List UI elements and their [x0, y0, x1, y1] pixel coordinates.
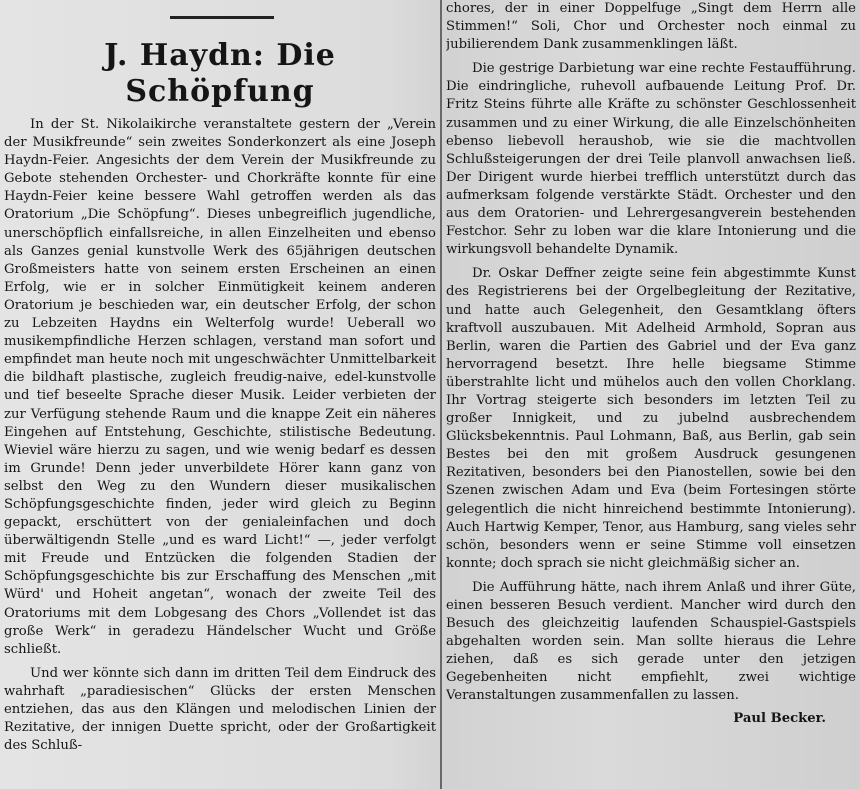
right-paragraph-3: Dr. Oskar Deffner zeigte seine fein abgestimmte Kunst des Registrierens bei der Orgelbegleitung der Rezitative, und hatte auch Gelegenheit, den Gesamtklang öfters kraftvoll auszubauen. Mit Adelheid Armhold, Sopran aus Berlin, waren die Partien des Gabriel und der Eva ganz hervorragend besetzt. Ihre helle biegsame Stimme überstrahlte licht und mühelos auch den vollen Chorklang. Ihr Vortrag steigerte sich besonders im letzten Teil zu großer Innigkeit, und zu jubelnd ausbrechendem Glücksbekenntnis. Paul Lohmann, Baß, aus Berlin, gab sein Bestes bei den mit großem Ausdruck gesungenen Rezitativen, besonders bei den Pianostellen, sowie bei den Szenen zwischen Adam und Eva (beim Fortesingen störte gelegentlich die nicht hinreichend bestimmte Intonierung). Auch Hartwig Kemper, Tenor, aus Hamburg, sang vieles sehr schön, besonders wenn er seine Stimme voll einsetzen konnte; doch sprach sie nicht gleichmäßig sicher an. — [446, 266, 856, 571]
right-paragraph-4: Die Aufführung hätte, nach ihrem Anlaß und ihrer Güte, einen besseren Besuch verdient. Mancher wird durch den Besuch des gleichzeitig laufenden Schauspiel-Gastspiels abgehalten worden sein. Man sollte hieraus die Lehre ziehen, daß es sich gerade unter den jetzigen Gegebenheiten nicht empfiehlt, zwei wichtige Veranstaltungen zusammenfallen zu lassen. — [446, 579, 856, 704]
author-signature: Paul Becker. — [733, 710, 826, 726]
left-paragraph-2: Und wer könnte sich dann im dritten Teil dem Eindruck des wahrhaft „paradiesischen“ Glücks der ersten Menschen entziehen, das aus den Klängen und melodischen Linien der Rezitative, der innigen Duette spricht, oder der Großartigkeit des Schluß- — [4, 665, 436, 754]
right-paragraph-1: chores, der in einer Doppelfuge „Singt dem Herrn alle Stimmen!“ Soli, Chor und Orchester noch einmal zu jubilierendem Dank zusammenklingen läßt. — [446, 1, 856, 53]
article-title: J. Haydn: Die Schöpfung — [104, 38, 336, 109]
right-paragraph-2: Die gestrige Darbietung war eine rechte Festaufführung. Die eindringliche, ruhevoll aufbauende Leitung Prof. Dr. Fritz Steins führte alle Kräfte zu schönster Geschlossenheit zusammen und zu einer Wirkung, die alle Einzelschönheiten ebenso liebevoll heraushob, wie sie die machtvollen Schlußsteigerungen der drei Teile planvoll anwachsen ließ. Der Dirigent wurde hierbei trefflich unterstützt durch das aufmerksam folgende verstärkte Städt. Orchester und den aus dem Oratorien- und Lehrergesangverein bestehenden Festchor. Sehr zu loben war die klare Intonierung und die wirkungsvoll behandelte Dynamik. — [446, 61, 856, 258]
right-column — [446, 0, 856, 789]
left-paragraph-1: In der St. Nikolaikirche veranstaltete gestern der „Verein der Musikfreunde“ sein zweites Sonderkonzert als eine Joseph Haydn-Feier. Angesichts der dem Verein der Musikfreunde zu Gebote stehenden Orchester- und Chorkräfte konnte für eine Haydn-Feier keine bessere Wahl getroffen werden als das Oratorium „Die Schöpfung“. Dieses unbegreiflich jugendliche, unerschöpflich einfallsreiche, in allen Einzelheiten und ebenso als Ganzes genial kunstvolle Werk des 65jährigen deutschen Großmeisters hatte von seinem ersten Erscheinen an einen Erfolg, wie er in solcher Einmütigkeit keinem anderen Oratorium je beschieden war, ein deutscher Erfolg, der schon zu Lebzeiten Haydns ein Welterfolg wurde! Ueberall wo musikempfindliche Herzen schlagen, verstand man sofort und empfindet man heute noch mit ungeschwächter Unmittelbarkeit die bildhaft plastische, zugleich freudig-naive, edel-kunstvolle und tief beseelte Sprache dieser Musik. Leider verbieten der zur Verfügung stehende Raum und die knappe Zeit ein näheres Eingehen auf Entstehung, Geschichte, stilistische Bedeutung. Wieviel wäre hierzu zu sagen, und wie wenig bedarf es dessen im Grunde! Denn jeder unverbildete Hörer kann ganz von selbst den Weg zu den Wundern dieser musikalischen Schöpfungsgeschichte finden, jeder wird gleich zu Beginn gepackt, erschüttert von der genialeinfachen und doch überwältigendn Stelle „und es ward Licht!“ —, jeder verfolgt mit Freude und Entzücken die folgenden Stadien der Schöpfungsgeschichte bis zur Erschaffung des Menschen „mit Würd' und Hoheit angetan“, wonach der zweite Teil des Oratoriums mit dem Lobgesang des Chors „Vollendet ist das große Werk“ in geradezu Händelscher Wucht und Größe schließt. — [4, 117, 436, 657]
column-divider — [440, 0, 442, 789]
left-column — [4, 0, 436, 789]
